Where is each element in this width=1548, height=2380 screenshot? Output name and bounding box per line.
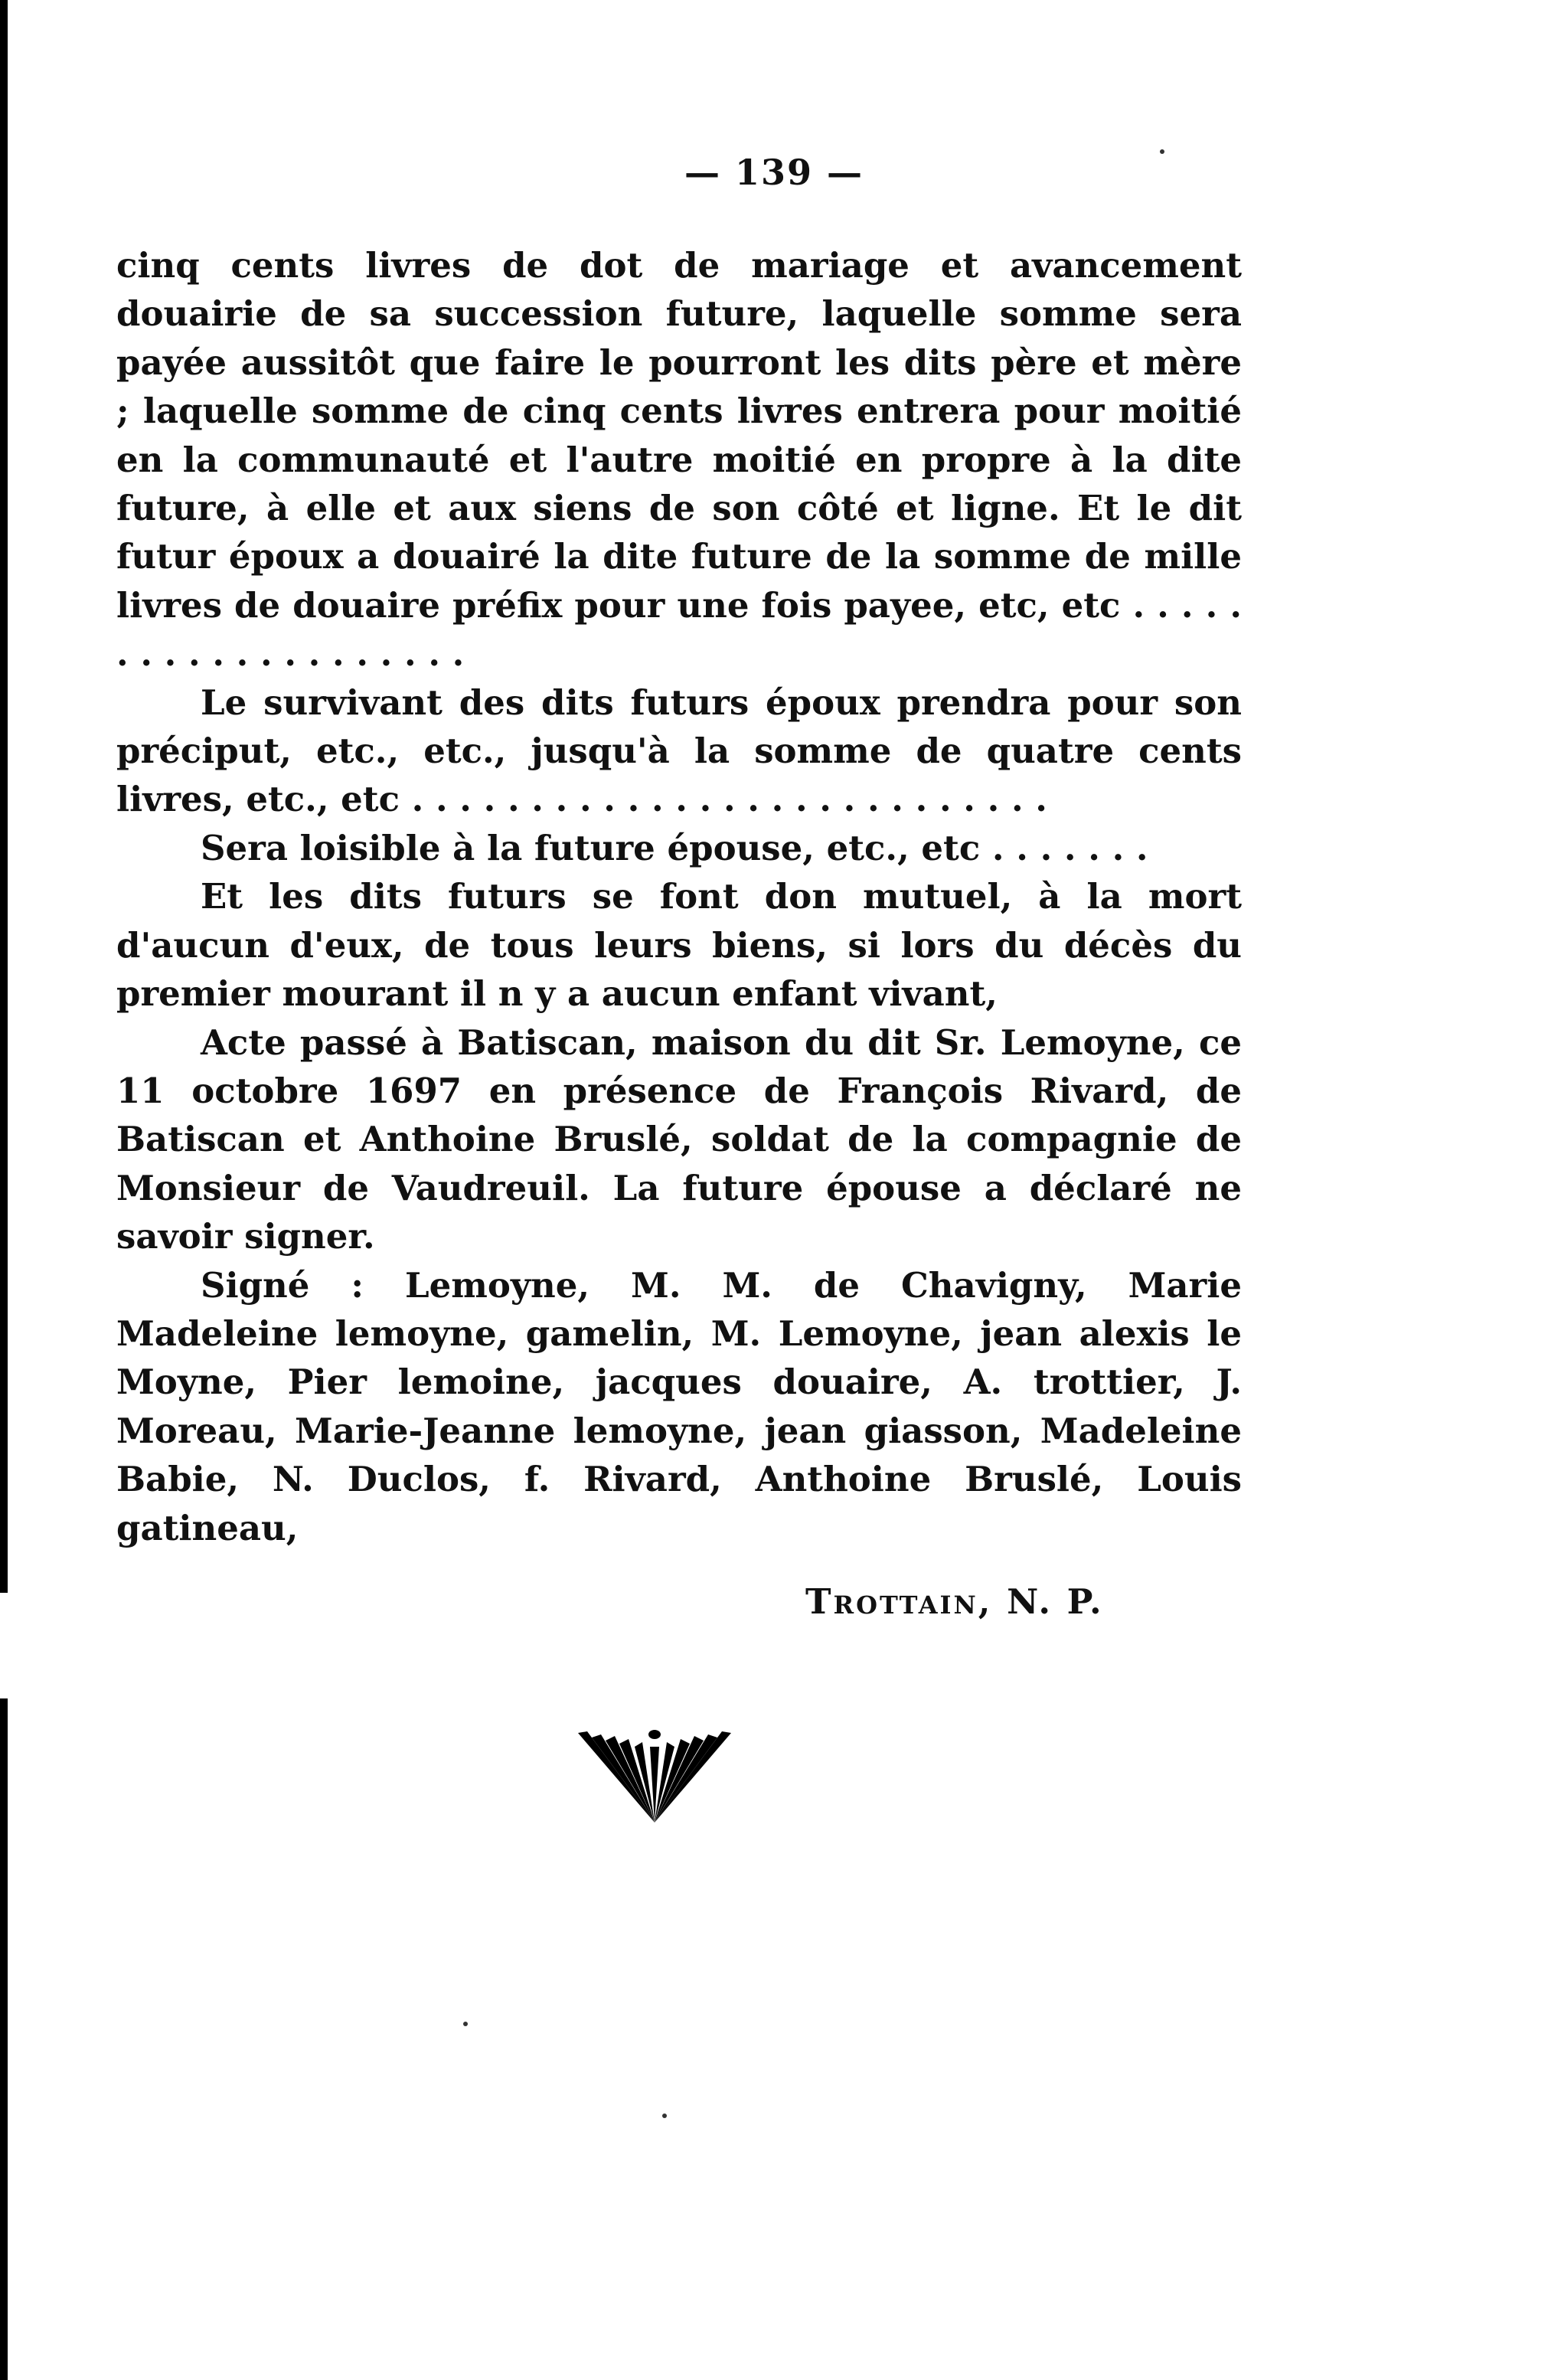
- notary-signature: Trottain, N. P.: [805, 1581, 1104, 1622]
- paper-speck: [662, 2114, 667, 2118]
- page-number: — 139 —: [684, 152, 864, 193]
- paper-speck: [1160, 149, 1164, 154]
- page-edge-rule-top: [0, 0, 8, 1593]
- paragraph-signatories: Signé : Lemoyne, M. M. de Chavigny, Marie Madeleine lemoyne, gamelin, M. Lemoyne, jean alexis le Moyne, Pier lemoine, jacques douaire, A. trottier, J. Moreau, Marie-Jeanne lemoyne, jean giasson, Madeleine Babie, N. Duclos, f. Rivard, Anthoine Bruslé, Louis gatineau,: [116, 1264, 1242, 1548]
- paragraph-preciput: Le survivant des dits futurs époux prendra pour son préciput, etc., etc., jusqu'à la somme de quatre cents livres, etc., etc . . . . . . . . . . . . . . . . . . . . . . . . . . .: [116, 682, 1242, 820]
- page-edge-rule-bottom: [0, 1698, 8, 2380]
- paragraph-dowry: cinq cents livres de dot de mariage et avancement douairie de sa succession future, laquelle somme sera payée aussitôt que faire le pourront les dits père et mère ; laquelle somme de cinq cents livres entrera pour moitié en la communauté et l'autre moitié en propre à la dite future, à elle et aux siens de son côté et ligne. Et le dit futur époux a douairé la dite future de la somme de mille livres de douaire préfix pour une fois payee, etc, etc . . . . . . . . . . . . . . . . . . . .: [116, 245, 1242, 675]
- paragraph-deed: Acte passé à Batiscan, maison du dit Sr. Lemoyne, ce 11 octobre 1697 en présence de François Rivard, de Batiscan et Anthoine Bruslé, soldat de la compagnie de Monsieur de Vaudreuil. La future épouse a déclaré ne savoir signer.: [116, 1022, 1242, 1257]
- paragraph-future-spouse: Sera loisible à la future épouse, etc., etc . . . . . . .: [201, 827, 1148, 868]
- paragraph-mutual-gift: Et les dits futurs se font don mutuel, à la mort d'aucun d'eux, de tous leurs biens, si lors du décès du premier mourant il n y a aucun enfant vivant,: [116, 876, 1242, 1015]
- body-text: [116, 241, 1242, 1552]
- paper-speck: [463, 2022, 468, 2026]
- fleuron-ornament-icon: [570, 1727, 739, 1826]
